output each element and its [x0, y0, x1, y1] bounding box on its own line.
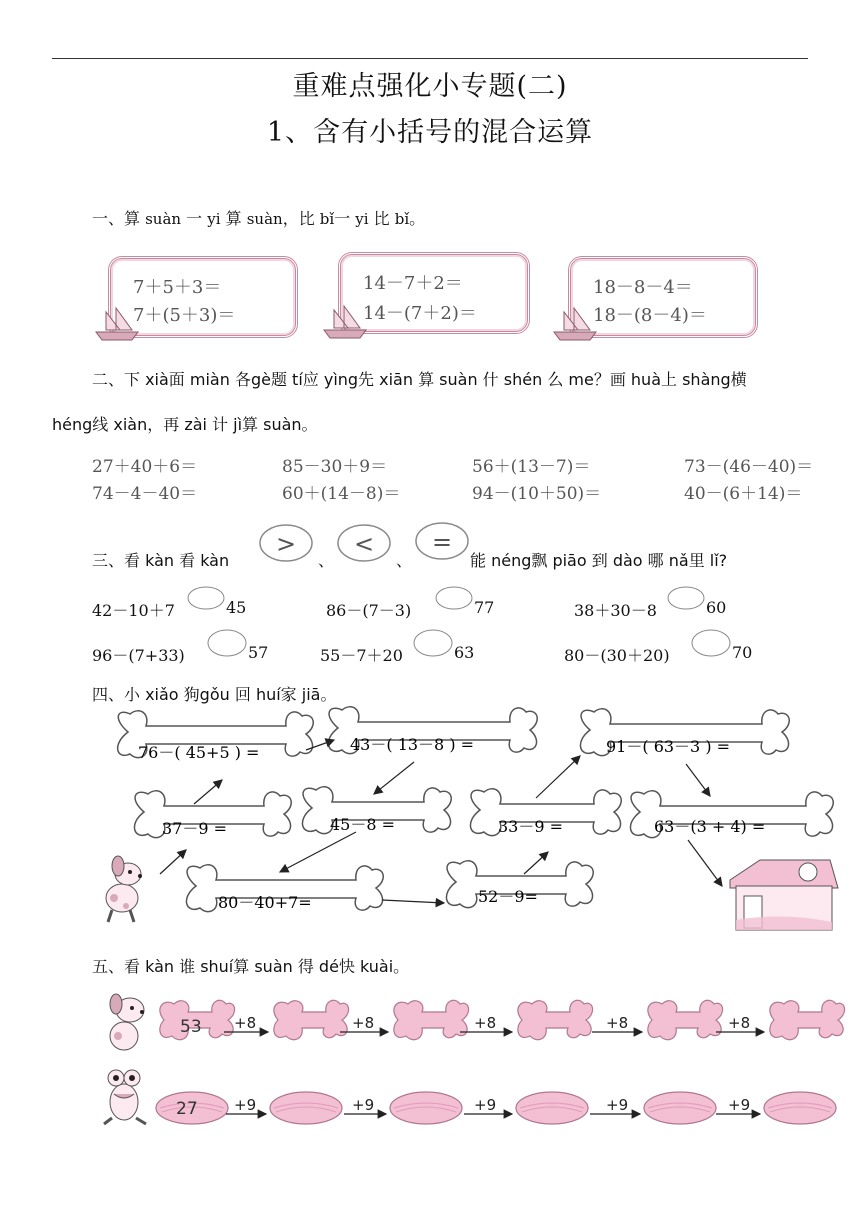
separator: 、: [396, 551, 413, 570]
op-label: +8: [728, 1014, 751, 1032]
compare-left: 55－7＋20: [320, 646, 403, 665]
page-title: 重难点强化小专题(二): [292, 71, 568, 102]
exercise: 74－4－40＝: [92, 484, 198, 504]
frog-icon: [104, 1070, 146, 1124]
exercise: 56＋(13－7)＝: [472, 457, 591, 477]
exercise: 73－(46－40)＝: [684, 457, 814, 477]
separator: 、: [318, 551, 335, 570]
equals-sign: =: [431, 528, 453, 556]
op-label: +8: [234, 1014, 257, 1032]
dog-path-diagram: [0, 700, 860, 940]
answer-cloud[interactable]: [186, 585, 226, 611]
cloud-chain-row-2: [156, 1092, 836, 1124]
bone-6: [470, 789, 621, 836]
bone-expression: 91－( 63－3 ) =: [606, 737, 731, 756]
exercise: 60＋(14－8)＝: [282, 484, 401, 504]
answer-cloud[interactable]: [666, 585, 706, 611]
compare-right: 63: [454, 643, 475, 662]
bone-3: [580, 709, 789, 756]
expression: 14－7＋2＝: [363, 273, 463, 294]
dog-icon: [110, 994, 144, 1050]
bone-expression: 80－40+7=: [218, 893, 312, 912]
bone-8: [186, 865, 383, 912]
answer-cloud[interactable]: [690, 628, 732, 658]
cloud-icon: [336, 522, 392, 564]
section-1-instruction: 一、算 suàn 一 yi 算 suàn，比 bǐ一 yi 比 bǐ。: [92, 209, 426, 228]
page-subtitle: 1、含有小括号的混合运算: [266, 117, 594, 148]
bone-4: [134, 791, 291, 838]
top-rule: [52, 58, 808, 59]
compare-right: 57: [248, 643, 269, 662]
exercise: 40－(6＋14)＝: [684, 484, 803, 504]
section-2-instruction-line2: héng线 xiàn，再 zài 计 jì算 suàn。: [52, 415, 318, 434]
compare-right: 77: [474, 598, 495, 617]
exercise: 27＋40＋6＝: [92, 457, 198, 477]
op-label: +8: [606, 1014, 629, 1032]
bone-7: [630, 791, 833, 838]
compare-right: 45: [226, 598, 247, 617]
compare-right: 70: [732, 643, 753, 662]
ship-icon: [92, 306, 142, 342]
bone-expression: 63－(3 + 4) =: [654, 817, 766, 836]
answer-cloud[interactable]: [206, 628, 248, 658]
bone-2: [328, 707, 537, 754]
compare-left: 96－(7+33): [92, 646, 185, 665]
start-number: 27: [176, 1099, 198, 1119]
exercise: 94－(10＋50)＝: [472, 484, 602, 504]
cloud-icon: [258, 522, 314, 564]
compare-left: 42－10＋7: [92, 601, 175, 620]
exercise: 85－30＋9＝: [282, 457, 388, 477]
compare-left: 38＋30－8: [574, 601, 657, 620]
bone-expression: 52－9=: [478, 887, 538, 906]
compare-left: 86－(7－3): [326, 601, 412, 620]
expression: 18－8－4＝: [593, 277, 693, 298]
bone-chain-row-1: [160, 1000, 845, 1039]
compare-right: 60: [706, 598, 727, 617]
ship-icon: [550, 306, 600, 342]
expression: 14－(7＋2)＝: [363, 303, 477, 324]
op-label: +8: [352, 1014, 375, 1032]
less-than-sign: <: [353, 530, 375, 558]
ship-icon: [320, 304, 370, 340]
bone-1: [118, 711, 314, 762]
bone-9: [446, 861, 593, 908]
op-label: +9: [352, 1096, 375, 1114]
bone-expression: 43－( 13－8 ) =: [350, 735, 475, 754]
op-label: +8: [474, 1014, 497, 1032]
compare-left: 80－(30＋20): [564, 646, 670, 665]
op-label: +9: [234, 1096, 257, 1114]
chain-race: [0, 990, 860, 1140]
section-2-instruction-line1: 二、下 xià面 miàn 各gè题 tí应 yìng先 xiān 算 suàn 什 shén 么 me？画 huà上 shàng横: [92, 370, 747, 389]
bone-expression: 45－8 =: [330, 815, 396, 834]
section-3-label: 三、看 kàn 看 kàn: [92, 551, 230, 570]
op-label: +9: [606, 1096, 629, 1114]
expression: 7＋5＋3＝: [133, 277, 222, 298]
start-number: 53: [180, 1017, 202, 1037]
bone-expression: 37－9 =: [162, 819, 228, 838]
cloud-icon: [414, 520, 470, 562]
expression: 18－(8－4)＝: [593, 305, 707, 326]
bone-5: [302, 787, 451, 834]
bone-expression: 33－9 =: [498, 817, 564, 836]
dog-icon: [106, 856, 142, 922]
section-4-label: 四、小 xiǎo 狗gǒu 回 huí家 jiā。: [92, 685, 337, 704]
greater-than-sign: >: [275, 530, 297, 558]
section-3-question: 能 néng飘 piāo 到 dào 哪 nǎ里 lǐ?: [470, 551, 728, 570]
op-label: +9: [728, 1096, 751, 1114]
section-5-label: 五、看 kàn 谁 shuí算 suàn 得 dé快 kuài。: [92, 957, 410, 976]
expression: 7＋(5＋3)＝: [133, 305, 236, 326]
house-icon: [730, 860, 838, 930]
op-label: +9: [474, 1096, 497, 1114]
bone-expression: 76－( 45+5 ) =: [138, 743, 260, 762]
answer-cloud[interactable]: [412, 628, 454, 658]
answer-cloud[interactable]: [434, 585, 474, 611]
